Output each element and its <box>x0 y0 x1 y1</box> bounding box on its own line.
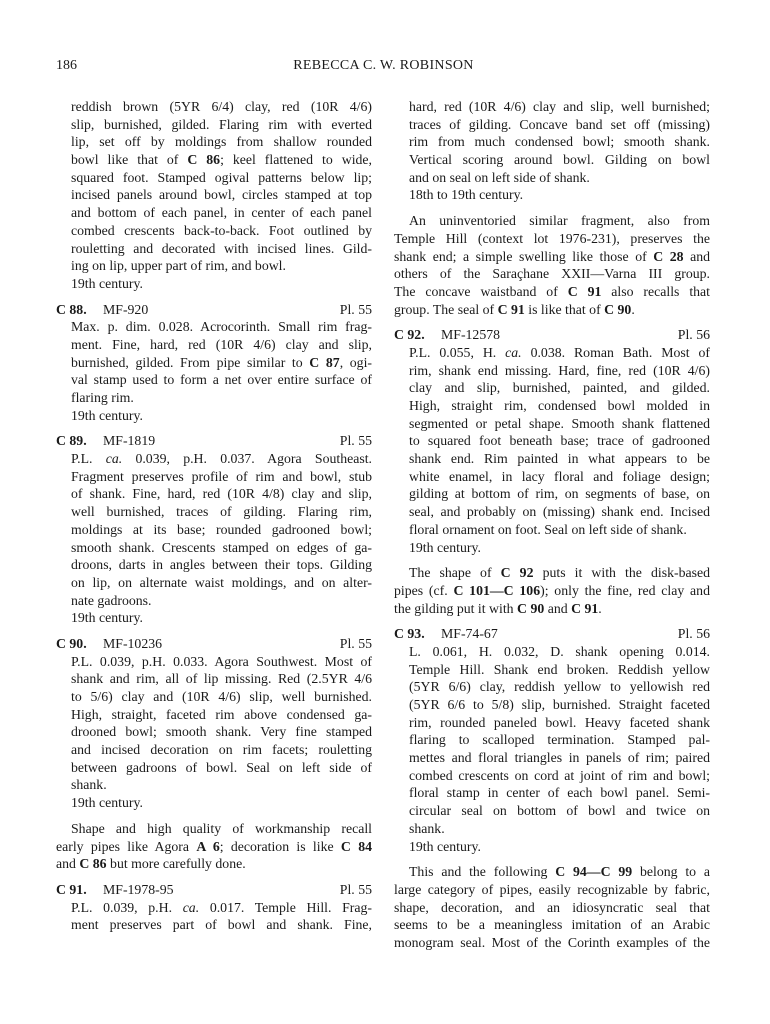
text-line: floral stamp in center of each bowl panel. Semi- <box>409 785 710 801</box>
text-line: smooth shank. Crescents stamped on edges of ga- <box>71 539 372 555</box>
text-line: 19th century. <box>71 407 143 423</box>
text-line: ment preserves part of bowl and shank. Fine, <box>71 917 372 933</box>
text-line: Max. p. dim. 0.028. Acrocorinth. Small rim frag- <box>71 319 372 335</box>
text-line: gilding at bottom of rim, on segments of base, on <box>409 486 710 502</box>
text-line: burnished, gilded. From pipe similar to C 87, ogi- <box>71 354 373 370</box>
commentary-paragraph <box>56 820 372 873</box>
commentary-paragraph <box>394 863 710 951</box>
entry-continuation <box>394 98 710 204</box>
text-line: High, straight, faceted rim above condensed ga- <box>71 706 372 722</box>
catalogue-reference: C 84 <box>340 838 372 854</box>
text-line: clay and slip, burnished, painted, and gilded. <box>409 380 710 396</box>
text-line: and C 86 but more carefully done. <box>56 856 246 872</box>
inventory-number: MF-1978-95 <box>103 881 174 897</box>
text-line: ing on lip, upper part of rim, and bowl. <box>71 258 286 274</box>
text-line: 18th to 19th century. <box>409 187 524 203</box>
inventory-number: MF-12578 <box>441 327 501 343</box>
plate-reference: Pl. 55 <box>339 433 372 449</box>
catalogue-reference: C 90 <box>604 301 632 317</box>
text-line: group. The seal of C 91 is like that of C 90. <box>394 301 635 317</box>
text-line: Vertical scoring around bowl. Gilding on bowl <box>409 152 710 168</box>
text-line: pipes (cf. C 101—C 106); only the fine, red clay and <box>394 582 710 598</box>
entry-number: C 90. <box>56 635 87 651</box>
text-line: shank end; a simple swelling like those of C 28 and <box>394 248 711 264</box>
inventory-number: MF-10236 <box>103 635 163 651</box>
text-line: shank and rim, all of lip missing. Red (2.5YR 4/6 <box>71 671 372 687</box>
text-line: rim, shank end missing. Hard, fine, red (10R 4/6) <box>409 362 710 378</box>
text-line: seal, and probably on (missing) shank end. Incised <box>409 504 710 520</box>
right-column <box>394 98 710 960</box>
entry-heading <box>56 301 372 319</box>
left-column <box>56 98 372 942</box>
entry-heading <box>56 432 372 450</box>
text-line: to 5/6) clay and (10R 4/6) slip, well burnished. <box>71 689 372 704</box>
text-line: ment. Fine, hard, red (10R 4/6) clay and slip, <box>71 336 372 352</box>
commentary-paragraph <box>394 212 710 318</box>
text-line: The concave waistband of C 91 also recalls that <box>394 283 711 299</box>
inventory-number: MF-920 <box>103 301 149 317</box>
text-line: High, straight rim, condensed bowl molded in <box>409 398 710 413</box>
catalogue-reference: C 87 <box>309 354 340 370</box>
catalogue-reference: C 92 <box>500 565 534 581</box>
text-line: reddish brown (5YR 6/4) clay, red (10R 4/6) <box>71 99 372 114</box>
text-line: hard, red (10R 4/6) clay and slip, well burnished; <box>409 99 710 114</box>
text-line: lip, set off by moldings from shallow rounded <box>71 134 372 150</box>
plate-reference: Pl. 55 <box>339 301 372 317</box>
text-line: This and the following C 94—C 99 belong to a <box>409 864 710 880</box>
text-line: Fragment preserves profile of rim and bowl, stub <box>71 468 372 484</box>
text-line: P.L. 0.039, p.H. ca. 0.017. Temple Hill. Frag- <box>71 899 372 915</box>
catalogue-reference: C 94—C 99 <box>555 864 633 880</box>
text-line: and incised decoration on rim facets; rouletting <box>71 742 372 758</box>
plate-reference: Pl. 56 <box>677 327 710 343</box>
text-line: flaring to scalloped termination. Stamped pal- <box>409 732 710 748</box>
text-line: (5YR 6/6) clay, reddish yellow to yellowish red <box>409 679 710 695</box>
italic-term: ca. <box>182 899 200 915</box>
text-line: white enamel, in lacy floral and foliage design; <box>409 468 710 484</box>
text-line: bowl like that of C 86; keel flattened to wide, <box>71 152 372 168</box>
text-line: circular seal on bottom of bowl and twice on <box>409 803 710 819</box>
text-line: P.L. ca. 0.039, p.H. 0.037. Agora Southeast. <box>71 451 372 467</box>
text-line: val stamp used to form a net over entire surface of <box>71 372 372 388</box>
text-line: shank. <box>71 777 107 793</box>
running-header <box>56 58 711 76</box>
catalogue-reference: C 90 <box>517 600 545 616</box>
text-line: 19th century. <box>71 275 143 291</box>
text-line: of shank. Fine, hard, red (10R 4/8) clay and slip, <box>71 486 372 502</box>
entry-number: C 91. <box>56 881 87 897</box>
entry-heading <box>394 625 710 643</box>
text-line: L. 0.061, H. 0.032, D. shank opening 0.014. <box>409 643 710 659</box>
text-line: the gilding put it with C 90 and C 91. <box>394 600 602 616</box>
italic-term: ca. <box>105 451 123 467</box>
text-line: squared foot. Stamped ogival patterns below lip; <box>71 169 372 185</box>
plate-reference: Pl. 55 <box>339 635 372 651</box>
running-title: REBECCA C. W. ROBINSON <box>293 58 474 73</box>
catalogue-reference: C 86 <box>187 152 221 168</box>
text-line: incised panels around bowl, circles stamped at top <box>71 187 372 203</box>
text-line: early pipes like Agora A 6; decoration is like C 84 <box>56 838 372 854</box>
text-line: and bottom of each panel, in center of each panel <box>71 205 372 221</box>
text-line: large category of pipes, easily recognizable by fabric, <box>394 881 710 897</box>
catalogue-entry <box>56 635 372 812</box>
catalogue-reference: A 6 <box>196 838 220 854</box>
plate-reference: Pl. 56 <box>677 626 710 642</box>
plate-reference: Pl. 55 <box>339 881 372 897</box>
text-line: rouletting and decorated with incised lines. Gild- <box>71 240 372 256</box>
catalogue-reference: C 86 <box>79 856 107 872</box>
text-line: flaring rim. <box>71 390 134 405</box>
entry-heading <box>56 881 372 899</box>
entry-continuation <box>56 98 372 293</box>
text-line: to squared foot beneath base; trace of gadrooned <box>409 433 710 449</box>
text-line: Temple Hill. Shank end broken. Reddish yellow <box>409 661 710 677</box>
text-line: shape, decoration, and an idiosyncratic seal that <box>394 899 710 915</box>
text-line: Temple Hill (context lot 1976-231), preserves the <box>394 230 710 246</box>
text-line: Shape and high quality of workmanship recall <box>71 820 372 836</box>
text-line: others of the Saraçhane XXII—Varna III group. <box>394 266 710 282</box>
catalogue-entry <box>394 326 710 556</box>
text-line: monogram seal. Most of the Corinth examples of the <box>394 934 710 950</box>
entry-number: C 88. <box>56 301 87 317</box>
commentary-paragraph <box>394 564 710 617</box>
text-line: An uninventoried similar fragment, also from <box>409 213 710 229</box>
text-line: drooned bowl; smooth shank. Very fine stamped <box>71 724 372 740</box>
text-line: mettes and floral triangles in panels of rim; paired <box>409 750 710 766</box>
text-line: P.L. 0.055, H. ca. 0.038. Roman Bath. Most of <box>409 344 710 360</box>
text-line: combed crescents back-to-back. Foot outlined by <box>71 222 372 238</box>
text-line: slip, burnished, gilded. Flaring rim with everted <box>71 116 372 132</box>
catalogue-reference: C 91 <box>567 283 602 299</box>
catalogue-reference: C 91 <box>497 301 525 317</box>
entry-number: C 93. <box>394 626 425 642</box>
text-line: 19th century. <box>71 610 143 626</box>
entry-heading <box>394 326 710 344</box>
text-line: shank end. Rim painted in what appears to be <box>409 451 710 467</box>
catalogue-reference: C 91 <box>571 600 599 616</box>
text-line: droons, darts in angles between their tops. Gilding <box>71 557 372 573</box>
text-line: and on seal on left side of shank. <box>409 169 590 185</box>
catalogue-entry <box>56 881 372 934</box>
text-line: floral ornament on foot. Seal on left side of shank. <box>409 521 687 537</box>
text-line: 19th century. <box>409 539 481 555</box>
text-line: (5YR 6/6 to 5/8) slip, burnished. Straight faceted <box>409 697 710 712</box>
inventory-number: MF-74-67 <box>441 626 498 642</box>
text-line: moldings at its base; rounded gadrooned bowl; <box>71 521 372 537</box>
text-line: P.L. 0.039, p.H. 0.033. Agora Southwest. Most of <box>71 653 372 669</box>
catalogue-entry <box>56 432 372 627</box>
catalogue-entry <box>56 301 372 425</box>
text-line: nate gadroons. <box>71 592 152 608</box>
inventory-number: MF-1819 <box>103 433 156 449</box>
catalogue-entry <box>394 625 710 855</box>
text-line: traces of gilding. Concave band set off (missing) <box>409 116 710 132</box>
text-line: 19th century. <box>71 795 143 811</box>
text-line: segmented or petal shape. Smooth shank flattened <box>409 415 710 431</box>
catalogue-reference: C 28 <box>653 248 684 264</box>
text-line: rim, rounded paneled bowl. Heavy faceted shank <box>409 714 710 730</box>
text-line: shank. <box>409 820 445 836</box>
text-line: between gadroons of bowl. Seal on left side of <box>71 759 372 775</box>
entry-number: C 92. <box>394 327 425 343</box>
entry-heading <box>56 635 372 653</box>
text-line: on lip, on alternate waist moldings, and on alter- <box>71 574 372 590</box>
italic-term: ca. <box>505 344 522 360</box>
catalogue-reference: C 101—C 106 <box>453 582 541 598</box>
page-number: 186 <box>56 58 77 73</box>
entry-number: C 89. <box>56 433 87 449</box>
text-line: 19th century. <box>409 838 481 854</box>
text-line: combed crescents on cord at joint of rim and bowl; <box>409 767 710 783</box>
text-line: rim from much condensed bowl; smooth shank. <box>409 134 710 150</box>
text-line: The shape of C 92 puts it with the disk-based <box>409 565 710 581</box>
text-line: seems to be a meaningless imitation of an Arabic <box>394 917 710 933</box>
text-line: well burnished, traces of gilding. Flaring rim, <box>71 504 372 520</box>
